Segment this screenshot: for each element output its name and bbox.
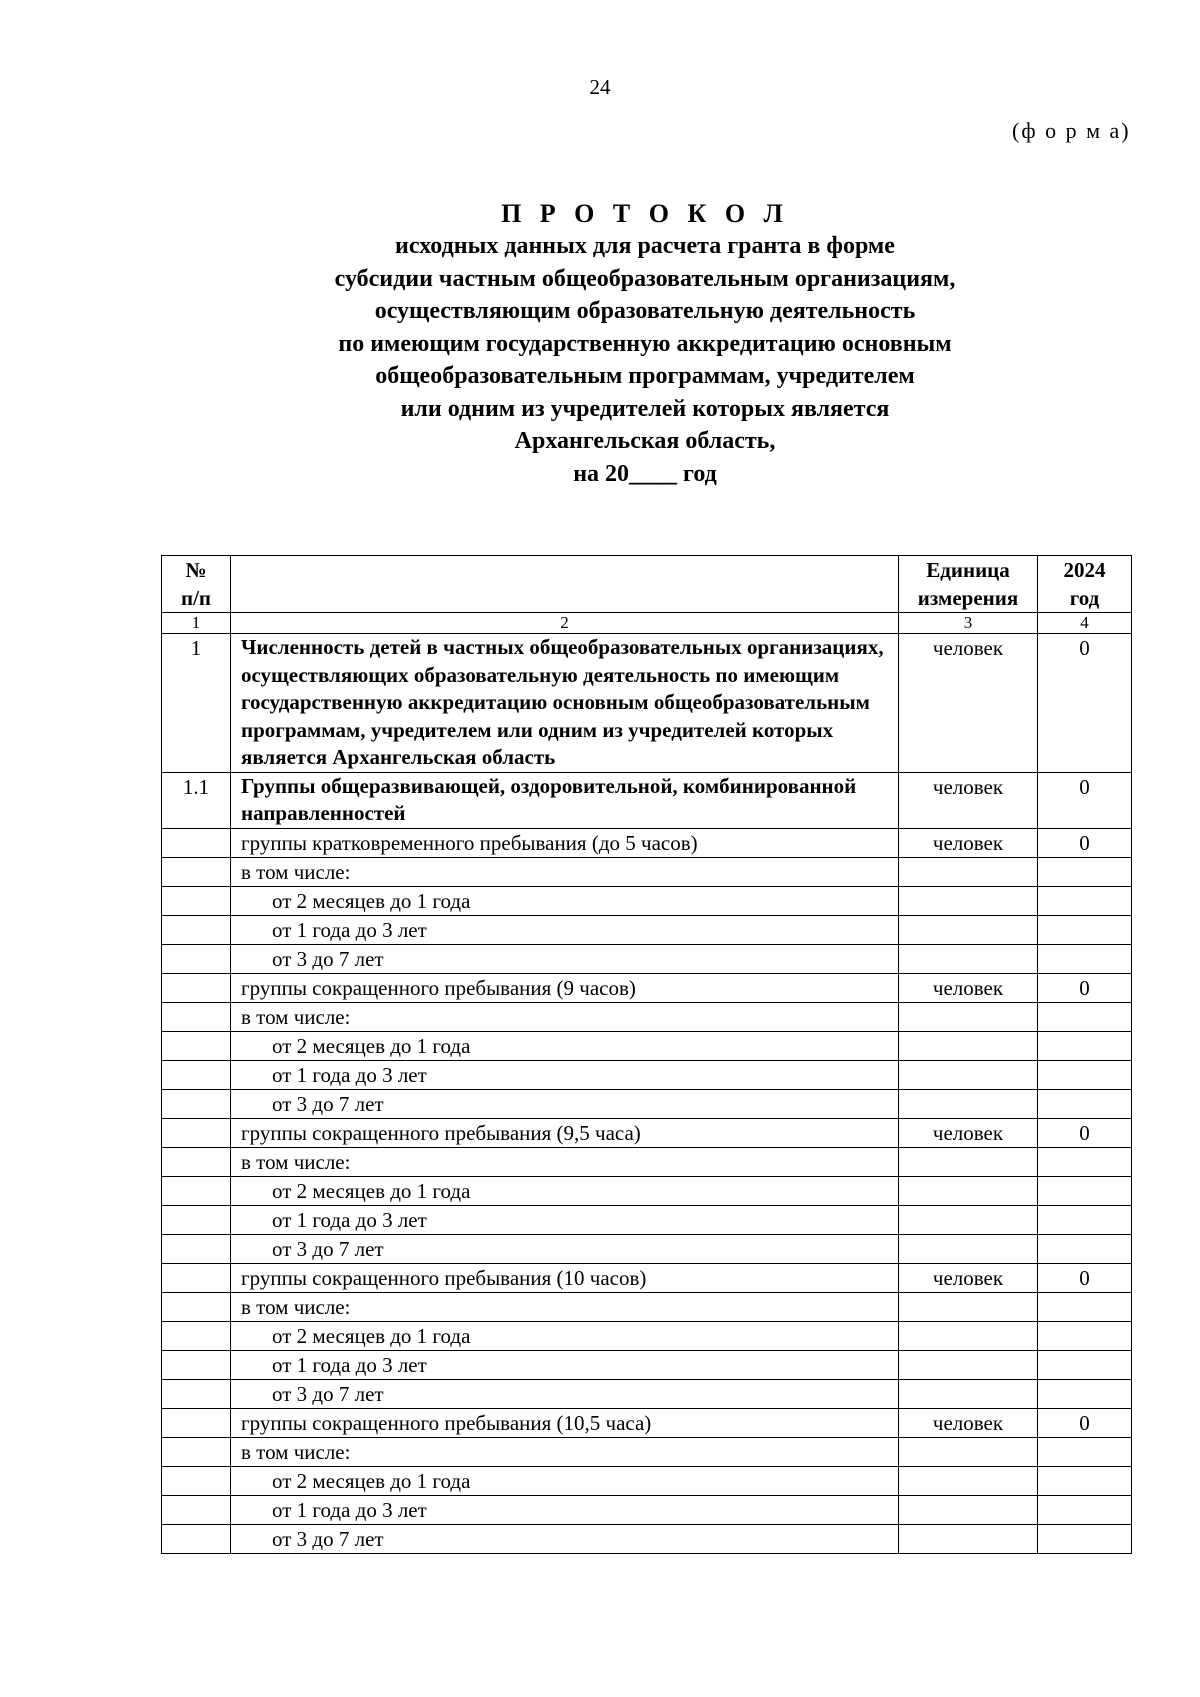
table-row [162,1002,1132,1031]
row-name: от 2 месяцев до 1 года [231,1321,899,1350]
document-title [160,198,1130,490]
row-unit [899,1205,1038,1234]
row-name: группы кратковременного пребывания (до 5 часов) [231,828,899,857]
row-unit [899,1379,1038,1408]
table-row [162,1147,1132,1176]
table-row [162,915,1132,944]
row-number [162,1147,231,1176]
row-name: в том числе: [231,857,899,886]
table-row [162,1205,1132,1234]
row-unit: человек [899,1408,1038,1437]
row-value [1038,1060,1132,1089]
row-unit [899,1437,1038,1466]
header-value [1038,556,1132,613]
row-name: от 3 до 7 лет [231,1089,899,1118]
table-row [162,857,1132,886]
row-number [162,1350,231,1379]
row-unit: человек [899,772,1038,828]
row-name: в том числе: [231,1437,899,1466]
row-name: в том числе: [231,1147,899,1176]
table-row [162,1379,1132,1408]
row-name: от 1 года до 3 лет [231,915,899,944]
row-number [162,1292,231,1321]
row-name: от 1 года до 3 лет [231,1060,899,1089]
table-row [162,1292,1132,1321]
row-name: от 1 года до 3 лет [231,1350,899,1379]
column-index: 4 [1038,613,1132,634]
title-main: П Р О Т О К О Л [501,199,789,228]
row-number [162,1060,231,1089]
row-number [162,1408,231,1437]
title-line: или одним из учредителей которых является [400,395,890,422]
table-row [162,1060,1132,1089]
row-number [162,1234,231,1263]
table-row [162,944,1132,973]
table-header-row [162,556,1132,613]
title-line: на 20____ год [573,460,717,487]
row-value [1038,1147,1132,1176]
row-name: от 2 месяцев до 1 года [231,1466,899,1495]
row-unit: человек [899,634,1038,773]
row-name: группы сокращенного пребывания (10 часов) [231,1263,899,1292]
row-value [1038,857,1132,886]
row-name: в том числе: [231,1002,899,1031]
row-unit: человек [899,973,1038,1002]
row-unit [899,1321,1038,1350]
row-name: Группы общеразвивающей, оздоровительной, комбинированной направленностей [231,772,899,828]
column-index: 1 [162,613,231,634]
row-name: от 2 месяцев до 1 года [231,1031,899,1060]
table-row [162,1437,1132,1466]
row-value: 0 [1038,772,1132,828]
row-unit [899,944,1038,973]
table-row [162,634,1132,773]
row-number [162,1176,231,1205]
row-name: от 3 до 7 лет [231,1379,899,1408]
column-index: 2 [231,613,899,634]
row-unit [899,915,1038,944]
row-unit [899,886,1038,915]
row-value [1038,1205,1132,1234]
row-number [162,886,231,915]
table-row [162,1466,1132,1495]
row-number [162,1031,231,1060]
row-number [162,1205,231,1234]
row-name: Численность детей в частных общеобразовательных организациях, осуществляющих образовательную деятельность по имеющим государственную аккредитацию основным общеобразовательным программам, учредителем или одним из учредителей которых является Архангельская область [231,634,899,773]
row-number [162,1263,231,1292]
header-number [162,556,231,613]
row-unit [899,1292,1038,1321]
row-name: от 2 месяцев до 1 года [231,1176,899,1205]
header-number-line2: п/п [180,586,212,610]
table-row [162,1031,1132,1060]
table-row [162,1321,1132,1350]
row-number [162,1002,231,1031]
row-value: 0 [1038,973,1132,1002]
row-number [162,1495,231,1524]
data-table [161,555,1132,1554]
title-line: субсидии частным общеобразовательным организациям, [334,265,956,292]
header-unit-line1: Единица [926,558,1010,582]
table-row [162,1495,1132,1524]
row-name: от 1 года до 3 лет [231,1495,899,1524]
row-value [1038,1524,1132,1553]
row-unit [899,1350,1038,1379]
row-unit [899,1147,1038,1176]
table-row [162,1118,1132,1147]
row-number: 1.1 [162,772,231,828]
row-number [162,828,231,857]
row-number [162,1437,231,1466]
row-number: 1 [162,634,231,773]
row-number [162,915,231,944]
row-unit [899,1176,1038,1205]
row-value [1038,1466,1132,1495]
row-value [1038,1379,1132,1408]
row-value [1038,1321,1132,1350]
form-note: (ф о р м а) [1012,118,1131,143]
table-row [162,1350,1132,1379]
column-index-row [162,613,1132,634]
column-index: 3 [899,613,1038,634]
row-value: 0 [1038,828,1132,857]
row-value: 0 [1038,1118,1132,1147]
row-unit [899,1031,1038,1060]
row-unit: человек [899,1118,1038,1147]
table-row [162,1234,1132,1263]
row-value [1038,1495,1132,1524]
row-value [1038,1176,1132,1205]
row-name: от 3 до 7 лет [231,944,899,973]
header-value-line1: 2024 [1063,558,1106,582]
row-value [1038,1234,1132,1263]
row-number [162,1321,231,1350]
row-unit [899,1495,1038,1524]
row-value [1038,1350,1132,1379]
title-line: общеобразовательным программам, учредителем [375,363,915,389]
page-number: 24 [589,75,611,99]
row-unit [899,1002,1038,1031]
table-row [162,1408,1132,1437]
row-value [1038,1437,1132,1466]
table-row [162,772,1132,828]
row-value [1038,1089,1132,1118]
row-unit [899,1234,1038,1263]
table-row [162,973,1132,1002]
row-value [1038,1031,1132,1060]
row-name: от 3 до 7 лет [231,1524,899,1553]
row-unit [899,857,1038,886]
row-number [162,1118,231,1147]
title-line: исходных данных для расчета гранта в форме [395,233,895,259]
title-line: осуществляющим образовательную деятельность [374,298,916,324]
row-unit [899,1060,1038,1089]
row-number [162,1524,231,1553]
row-name: группы сокращенного пребывания (10,5 часа) [231,1408,899,1437]
row-value: 0 [1038,1408,1132,1437]
title-line: по имеющим государственную аккредитацию основным [338,330,952,357]
header-number-line1: № [185,558,207,582]
title-line: Архангельская область, [514,428,776,454]
table-row [162,1263,1132,1292]
table-row [162,886,1132,915]
table-row [162,1089,1132,1118]
row-number [162,944,231,973]
row-name: группы сокращенного пребывания (9,5 часа) [231,1118,899,1147]
row-name: в том числе: [231,1292,899,1321]
row-number [162,1379,231,1408]
row-unit: человек [899,828,1038,857]
row-number [162,1089,231,1118]
row-value [1038,944,1132,973]
row-unit: человек [899,1263,1038,1292]
row-number [162,857,231,886]
row-value [1038,1002,1132,1031]
row-name: от 3 до 7 лет [231,1234,899,1263]
header-value-line2: год [1069,586,1100,610]
row-value [1038,1292,1132,1321]
row-number [162,1466,231,1495]
table-row [162,1176,1132,1205]
header-unit-line2: измерения [917,586,1019,610]
row-value: 0 [1038,634,1132,773]
row-value [1038,915,1132,944]
row-name: от 2 месяцев до 1 года [231,886,899,915]
row-unit [899,1089,1038,1118]
row-unit [899,1466,1038,1495]
table-row [162,1524,1132,1553]
header-unit [899,556,1038,613]
row-number [162,973,231,1002]
row-unit [899,1524,1038,1553]
table-row [162,828,1132,857]
row-name: от 1 года до 3 лет [231,1205,899,1234]
row-name: группы сокращенного пребывания (9 часов) [231,973,899,1002]
header-name [231,556,899,613]
table-body [162,634,1132,1554]
row-value: 0 [1038,1263,1132,1292]
row-value [1038,886,1132,915]
